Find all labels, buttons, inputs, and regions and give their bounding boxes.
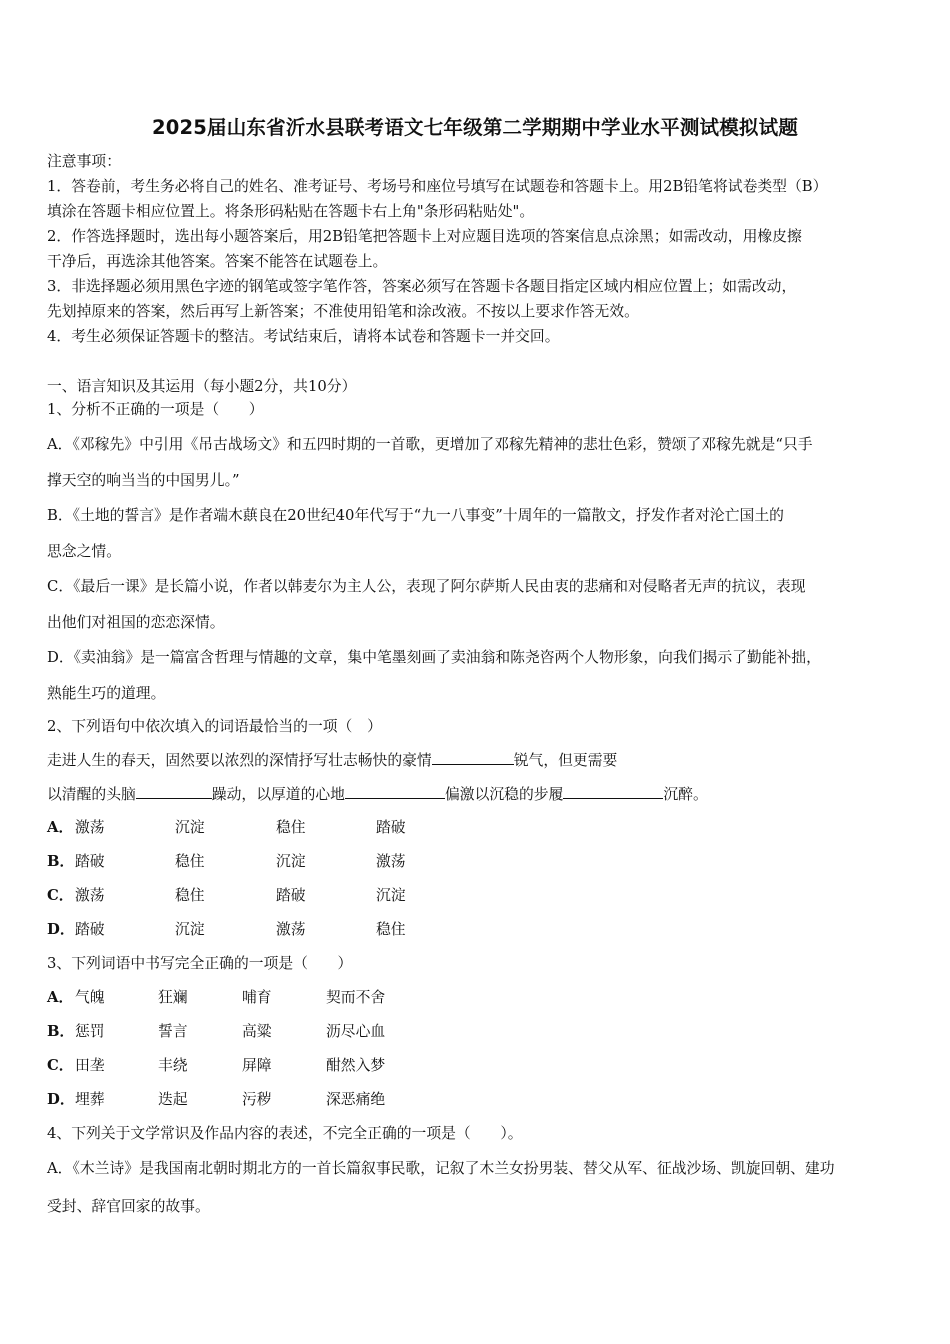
option-word: 迭起 — [158, 1091, 188, 1108]
option-word: 沉淀 — [376, 887, 406, 904]
notice-line: 3．非选择题必须用黑色字迹的钢笔或签字笔作答，答案必须写在答题卡各题目指定区域内相应位置上；如需改动， — [47, 278, 797, 295]
option-word: 激荡 — [75, 819, 105, 836]
option-word: 丰绕 — [158, 1057, 188, 1074]
text-segment: 沉醉。 — [663, 786, 708, 803]
notice-line: 干净后，再选涂其他答案。答案不能答在试题卷上。 — [47, 253, 388, 270]
question-1-option-b: B．《土地的誓言》是作者端木蕻良在20世纪40年代写于“九一八事变”十周年的一篇散文，抒发作者对沦亡国土的 — [47, 507, 784, 524]
option-label[interactable]: B． — [47, 1023, 75, 1040]
question-1-option-b-cont: 思念之情。 — [47, 543, 121, 560]
option-word: 踏破 — [75, 921, 105, 938]
option-word: 踏破 — [75, 853, 105, 870]
option-label[interactable]: B． — [47, 853, 75, 870]
question-1-option-a: A．《邓稼先》中引用《吊古战场文》和五四时期的一首歌，更增加了邓稼先精神的悲壮色彩，赞颂了邓稼先就是“只手 — [47, 436, 813, 453]
option-word: 誓言 — [158, 1023, 188, 1040]
text-segment: 偏激以沉稳的步履 — [444, 786, 564, 803]
question-4-option-a-cont: 受封、辞官回家的故事。 — [47, 1198, 210, 1215]
question-4-stem: 4、下列关于文学常识及作品内容的表述，不完全正确的一项是（ ）。 — [47, 1125, 523, 1142]
question-1-option-d-cont: 熟能生巧的道理。 — [47, 685, 166, 702]
question-1-stem: 1、分析不正确的一项是（ ） — [47, 401, 264, 418]
option-word: 激荡 — [75, 887, 105, 904]
option-label[interactable]: D． — [47, 921, 75, 938]
page-title: 2025届山东省沂水县联考语文七年级第二学期期中学业水平测试模拟试题 — [151, 116, 799, 139]
notice-line: 填涂在答题卡相应位置上。将条形码粘贴在答题卡右上角"条形码粘贴处"。 — [47, 203, 535, 220]
option-word: 沉淀 — [276, 853, 306, 870]
option-word: 酣然入梦 — [326, 1057, 386, 1074]
text-segment: 躁动，以厚道的心地 — [211, 786, 345, 803]
option-word: 哺育 — [242, 989, 272, 1006]
option-word: 污秽 — [242, 1091, 272, 1108]
notice-line: 1．答卷前，考生务必将自己的姓名、准考证号、考场号和座位号填写在试题卷和答题卡上。用2B铅笔将试卷类型（B） — [47, 178, 828, 195]
section-heading: 一、语言知识及其运用（每小题2分，共10分） — [47, 378, 357, 395]
option-word: 激荡 — [276, 921, 306, 938]
fill-blank[interactable] — [345, 784, 445, 799]
question-4-option-a: A．《木兰诗》是我国南北朝时期北方的一首长篇叙事民歌，记叙了木兰女扮男装、替父从军、征战沙场、凯旋回朝、建功 — [47, 1160, 835, 1177]
notice-line: 先划掉原来的答案，然后再写上新答案；不准使用铅笔和涂改液。不按以上要求作答无效。 — [47, 303, 639, 320]
option-word: 沉淀 — [175, 921, 205, 938]
option-word: 稳住 — [276, 819, 306, 836]
option-label[interactable]: A． — [47, 989, 74, 1006]
text-segment: 走进人生的春天，固然要以浓烈的深情抒写壮志畅快的豪情 — [47, 752, 432, 769]
notice-line: 4．考生必须保证答题卡的整洁。考试结束后，请将本试卷和答题卡一并交回。 — [47, 328, 560, 345]
question-2-sentence-2 — [47, 784, 708, 805]
option-label[interactable]: A． — [47, 819, 74, 836]
option-word: 稳住 — [376, 921, 406, 938]
option-word: 踏破 — [376, 819, 406, 836]
option-word: 稳住 — [175, 853, 205, 870]
option-word: 沥尽心血 — [326, 1023, 386, 1040]
option-word: 深恶痛绝 — [326, 1091, 386, 1108]
question-2-stem: 2、下列语句中依次填入的词语最恰当的一项（ ） — [47, 718, 382, 735]
question-2-sentence-1 — [47, 750, 617, 771]
fill-blank[interactable] — [136, 784, 212, 799]
fill-blank[interactable] — [432, 750, 514, 765]
option-word: 埋葬 — [75, 1091, 105, 1108]
option-word: 沉淀 — [175, 819, 205, 836]
option-label[interactable]: D． — [47, 1091, 75, 1108]
option-word: 稳住 — [175, 887, 205, 904]
option-word: 踏破 — [276, 887, 306, 904]
question-1-option-c-cont: 出他们对祖国的恋恋深情。 — [47, 614, 225, 631]
question-1-option-a-cont: 撑天空的响当当的中国男儿。” — [47, 472, 240, 489]
notice-header: 注意事项： — [47, 153, 121, 170]
option-word: 惩罚 — [75, 1023, 105, 1040]
notice-line: 2．作答选择题时，选出每小题答案后，用2B铅笔把答题卡上对应题目选项的答案信息点涂黑；如需改动，用橡皮擦 — [47, 228, 802, 245]
text-segment: 锐气，但更需要 — [513, 752, 618, 769]
option-word: 气魄 — [75, 989, 105, 1006]
question-3-stem: 3、下列词语中书写完全正确的一项是（ ） — [47, 955, 353, 972]
question-1-option-d: D．《卖油翁》是一篇富含哲理与情趣的文章，集中笔墨刻画了卖油翁和陈尧咨两个人物形象，向我们揭示了勤能补拙， — [47, 649, 821, 666]
fill-blank[interactable] — [563, 784, 663, 799]
option-word: 高粱 — [242, 1023, 272, 1040]
option-word: 田垄 — [75, 1057, 105, 1074]
question-1-option-c: C．《最后一课》是长篇小说，作者以韩麦尔为主人公，表现了阿尔萨斯人民由衷的悲痛和对侵略者无声的抗议，表现 — [47, 578, 806, 595]
option-word: 激荡 — [376, 853, 406, 870]
option-label[interactable]: C． — [47, 1057, 74, 1074]
option-label[interactable]: C． — [47, 887, 74, 904]
option-word: 屏障 — [242, 1057, 272, 1074]
option-word: 契而不舍 — [326, 989, 386, 1006]
text-segment: 以清醒的头脑 — [47, 786, 136, 803]
option-word: 狂斓 — [158, 989, 188, 1006]
